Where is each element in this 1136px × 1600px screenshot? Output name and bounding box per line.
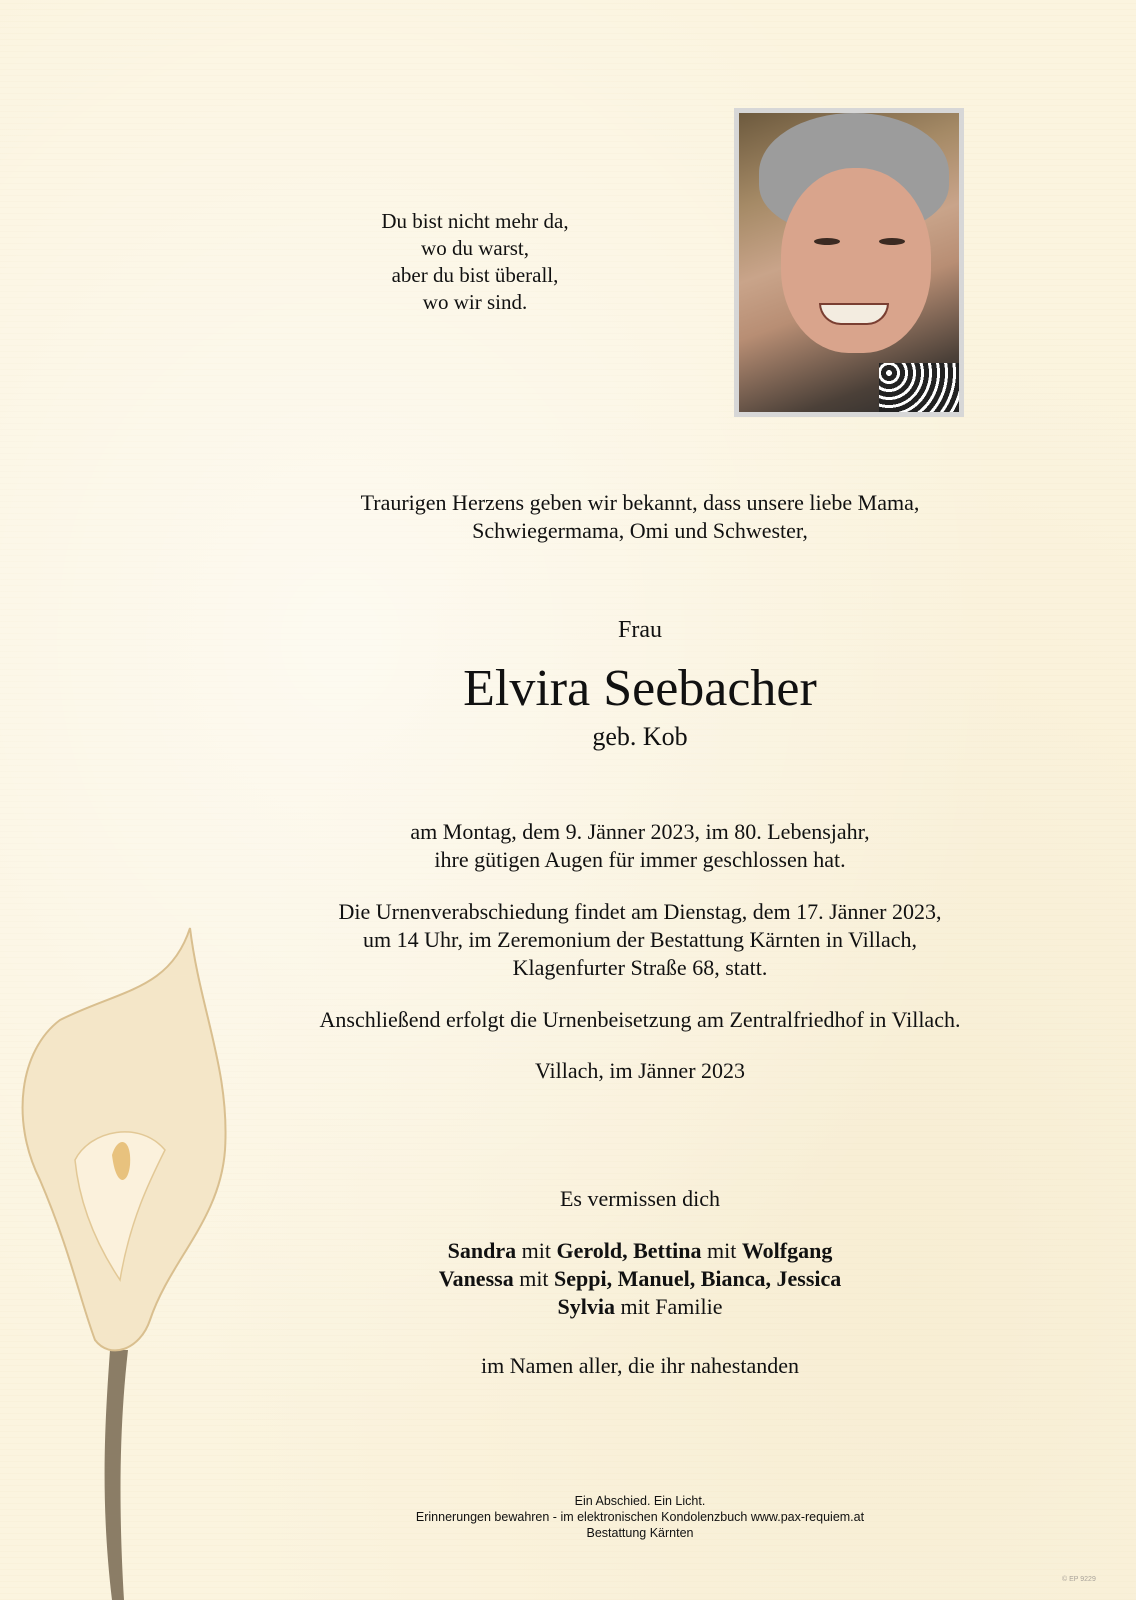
family-name: Sandra	[447, 1238, 517, 1263]
intro-line: Traurigen Herzens geben wir bekannt, dass unsere liebe Mama,	[360, 490, 920, 515]
family-line	[240, 1265, 1040, 1293]
footer	[340, 1493, 940, 1541]
footer-line: Erinnerungen bewahren - im elektronischen Kondolenzbuch www.pax-requiem.at	[415, 1510, 865, 1524]
family-connector: mit	[513, 1266, 555, 1291]
ceremony-details	[240, 898, 1040, 982]
family-name: Sylvia	[557, 1294, 615, 1319]
closing-line: im Namen aller, die ihr nahestanden	[480, 1353, 799, 1378]
family-name: Vanessa	[438, 1266, 514, 1291]
deceased-name: Elvira Seebacher	[463, 660, 817, 717]
calla-lily-icon	[0, 920, 240, 1600]
family-connector: mit	[701, 1238, 742, 1263]
family-connector: mit	[516, 1238, 557, 1263]
family-list	[240, 1237, 1040, 1321]
death-line: am Montag, dem 9. Jänner 2023, im 80. Lebensjahr,	[410, 819, 870, 844]
family-name: Gerold, Bettina	[556, 1238, 702, 1263]
print-code: © EP 9229	[1062, 1576, 1096, 1583]
place-date: Villach, im Jänner 2023	[534, 1058, 746, 1083]
missed-intro: Es vermissen dich	[559, 1186, 721, 1211]
ceremony-line: Die Urnenverabschiedung findet am Dienstag, dem 17. Jänner 2023,	[338, 899, 942, 924]
portrait-image	[739, 113, 959, 412]
salutation: Frau	[618, 617, 662, 643]
family-name: Seppi, Manuel, Bianca, Jessica	[554, 1266, 842, 1291]
poem-line: aber du bist überall,	[391, 263, 559, 287]
poem-line: Du bist nicht mehr da,	[381, 209, 569, 233]
family-connector: mit Familie	[614, 1294, 723, 1319]
footer-line: Ein Abschied. Ein Licht.	[574, 1494, 706, 1508]
family-line	[240, 1237, 1040, 1265]
intro-line: Schwiegermama, Omi und Schwester,	[472, 518, 808, 543]
ceremony-line: um 14 Uhr, im Zeremonium der Bestattung Kärnten in Villach,	[363, 927, 917, 952]
family-name: Wolfgang	[741, 1238, 833, 1263]
poem	[330, 208, 620, 316]
poem-line: wo wir sind.	[422, 290, 528, 314]
death-line: ihre gütigen Augen für immer geschlossen hat.	[434, 847, 846, 872]
poem-line: wo du warst,	[421, 236, 529, 260]
announcement-intro	[230, 489, 1050, 545]
death-notice	[240, 818, 1040, 874]
burial-details: Anschließend erfolgt die Urnenbeisetzung am Zentralfriedhof in Villach.	[319, 1007, 961, 1032]
footer-line: Bestattung Kärnten	[586, 1526, 694, 1540]
maiden-name: geb. Kob	[592, 722, 688, 751]
portrait-photo	[734, 108, 964, 417]
ceremony-line: Klagenfurter Straße 68, statt.	[512, 955, 768, 980]
family-line	[240, 1293, 1040, 1321]
